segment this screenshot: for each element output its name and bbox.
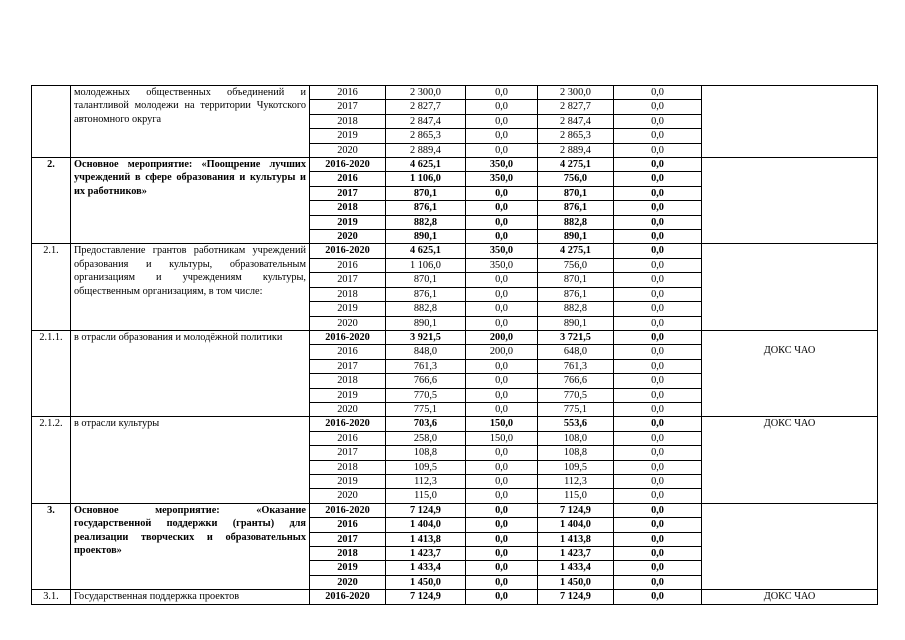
total-cell: 1 413,8	[386, 532, 466, 546]
table-row	[32, 86, 878, 100]
district-budget-cell: 2 847,4	[538, 114, 614, 128]
district-budget-cell: 766,6	[538, 374, 614, 388]
table-row	[32, 590, 878, 604]
year-cell: 2016-2020	[310, 417, 386, 431]
district-budget-cell: 2 865,3	[538, 129, 614, 143]
district-budget-cell: 1 450,0	[538, 575, 614, 589]
other-sources-cell: 0,0	[614, 489, 702, 503]
federal-budget-cell: 0,0	[466, 230, 538, 244]
federal-budget-cell: 0,0	[466, 489, 538, 503]
district-budget-cell: 108,8	[538, 446, 614, 460]
executor-cell	[702, 244, 878, 330]
item-name: Основное мероприятие: «Поощрение лучших учреждений в сфере образования и культуры и их работников»	[71, 158, 310, 244]
district-budget-cell: 1 423,7	[538, 547, 614, 561]
federal-budget-cell: 0,0	[466, 273, 538, 287]
other-sources-cell: 0,0	[614, 287, 702, 301]
year-cell: 2020	[310, 489, 386, 503]
federal-budget-cell: 0,0	[466, 186, 538, 200]
federal-budget-cell: 0,0	[466, 532, 538, 546]
federal-budget-cell: 0,0	[466, 460, 538, 474]
district-budget-cell: 1 413,8	[538, 532, 614, 546]
table-row	[32, 158, 878, 172]
district-budget-cell: 1 404,0	[538, 518, 614, 532]
item-name: Основное мероприятие: «Оказание государственной поддержки (гранты) для реализации творческих и образовательных проектов»	[71, 503, 310, 589]
year-cell: 2020	[310, 230, 386, 244]
federal-budget-cell: 0,0	[466, 575, 538, 589]
total-cell: 1 106,0	[386, 258, 466, 272]
total-cell: 1 433,4	[386, 561, 466, 575]
district-budget-cell: 870,1	[538, 186, 614, 200]
total-cell: 4 625,1	[386, 244, 466, 258]
district-budget-cell: 770,5	[538, 388, 614, 402]
total-cell: 1 404,0	[386, 518, 466, 532]
district-budget-cell: 2 889,4	[538, 143, 614, 157]
item-name: Государственная поддержка проектов	[71, 590, 310, 604]
total-cell: 7 124,9	[386, 590, 466, 604]
federal-budget-cell: 0,0	[466, 114, 538, 128]
year-cell: 2016	[310, 86, 386, 100]
federal-budget-cell: 0,0	[466, 388, 538, 402]
other-sources-cell: 0,0	[614, 302, 702, 316]
year-cell: 2016	[310, 172, 386, 186]
item-number: 2.1.1.	[32, 330, 71, 416]
other-sources-cell: 0,0	[614, 547, 702, 561]
other-sources-cell: 0,0	[614, 86, 702, 100]
district-budget-cell: 756,0	[538, 172, 614, 186]
total-cell: 115,0	[386, 489, 466, 503]
district-budget-cell: 870,1	[538, 273, 614, 287]
other-sources-cell: 0,0	[614, 273, 702, 287]
other-sources-cell: 0,0	[614, 561, 702, 575]
federal-budget-cell: 0,0	[466, 518, 538, 532]
executor-cell: ДОКС ЧАО	[702, 417, 878, 503]
other-sources-cell: 0,0	[614, 143, 702, 157]
item-number: 2.	[32, 158, 71, 244]
district-budget-cell: 648,0	[538, 345, 614, 359]
total-cell: 4 625,1	[386, 158, 466, 172]
executor-cell: ДОКС ЧАО	[702, 590, 878, 604]
year-cell: 2016-2020	[310, 503, 386, 517]
other-sources-cell: 0,0	[614, 374, 702, 388]
total-cell: 2 865,3	[386, 129, 466, 143]
federal-budget-cell: 0,0	[466, 561, 538, 575]
other-sources-cell: 0,0	[614, 316, 702, 330]
federal-budget-cell: 0,0	[466, 590, 538, 604]
year-cell: 2016-2020	[310, 330, 386, 344]
year-cell: 2017	[310, 446, 386, 460]
year-cell: 2017	[310, 532, 386, 546]
total-cell: 876,1	[386, 287, 466, 301]
total-cell: 890,1	[386, 316, 466, 330]
total-cell: 2 827,7	[386, 100, 466, 114]
federal-budget-cell: 350,0	[466, 158, 538, 172]
district-budget-cell: 1 433,4	[538, 561, 614, 575]
total-cell: 882,8	[386, 302, 466, 316]
district-budget-cell: 115,0	[538, 489, 614, 503]
district-budget-cell: 882,8	[538, 215, 614, 229]
item-number	[32, 86, 71, 158]
district-budget-cell: 2 300,0	[538, 86, 614, 100]
total-cell: 112,3	[386, 474, 466, 488]
total-cell: 3 921,5	[386, 330, 466, 344]
total-cell: 108,8	[386, 446, 466, 460]
year-cell: 2019	[310, 129, 386, 143]
item-name: в отрасли образования и молодёжной политики	[71, 330, 310, 416]
total-cell: 703,6	[386, 417, 466, 431]
total-cell: 890,1	[386, 230, 466, 244]
item-number: 3.	[32, 503, 71, 589]
district-budget-cell: 4 275,1	[538, 158, 614, 172]
federal-budget-cell: 0,0	[466, 547, 538, 561]
total-cell: 766,6	[386, 374, 466, 388]
district-budget-cell: 756,0	[538, 258, 614, 272]
year-cell: 2018	[310, 287, 386, 301]
year-cell: 2016	[310, 431, 386, 445]
total-cell: 1 423,7	[386, 547, 466, 561]
other-sources-cell: 0,0	[614, 446, 702, 460]
total-cell: 848,0	[386, 345, 466, 359]
other-sources-cell: 0,0	[614, 172, 702, 186]
total-cell: 7 124,9	[386, 503, 466, 517]
district-budget-cell: 4 275,1	[538, 244, 614, 258]
other-sources-cell: 0,0	[614, 230, 702, 244]
federal-budget-cell: 350,0	[466, 258, 538, 272]
federal-budget-cell: 0,0	[466, 129, 538, 143]
federal-budget-cell: 0,0	[466, 503, 538, 517]
year-cell: 2018	[310, 201, 386, 215]
federal-budget-cell: 150,0	[466, 417, 538, 431]
year-cell: 2020	[310, 143, 386, 157]
other-sources-cell: 0,0	[614, 158, 702, 172]
table-body	[32, 86, 878, 605]
federal-budget-cell: 150,0	[466, 431, 538, 445]
other-sources-cell: 0,0	[614, 258, 702, 272]
table-row	[32, 417, 878, 431]
federal-budget-cell: 0,0	[466, 201, 538, 215]
year-cell: 2019	[310, 388, 386, 402]
federal-budget-cell: 200,0	[466, 330, 538, 344]
district-budget-cell: 3 721,5	[538, 330, 614, 344]
other-sources-cell: 0,0	[614, 201, 702, 215]
federal-budget-cell: 0,0	[466, 143, 538, 157]
item-name: в отрасли культуры	[71, 417, 310, 503]
federal-budget-cell: 0,0	[466, 86, 538, 100]
total-cell: 775,1	[386, 402, 466, 416]
other-sources-cell: 0,0	[614, 417, 702, 431]
other-sources-cell: 0,0	[614, 388, 702, 402]
year-cell: 2017	[310, 186, 386, 200]
other-sources-cell: 0,0	[614, 503, 702, 517]
federal-budget-cell: 0,0	[466, 474, 538, 488]
item-name: молодежных общественных объединений и талантливой молодежи на территории Чукотского автономного округа	[71, 86, 310, 158]
executor-cell	[702, 503, 878, 589]
total-cell: 882,8	[386, 215, 466, 229]
other-sources-cell: 0,0	[614, 129, 702, 143]
executor-cell	[702, 86, 878, 158]
district-budget-cell: 890,1	[538, 230, 614, 244]
total-cell: 258,0	[386, 431, 466, 445]
table-row	[32, 330, 878, 344]
total-cell: 2 847,4	[386, 114, 466, 128]
federal-budget-cell: 0,0	[466, 316, 538, 330]
year-cell: 2019	[310, 474, 386, 488]
year-cell: 2016	[310, 258, 386, 272]
item-name: Предоставление грантов работникам учреждений образования и культуры, образовательным организациям и учреждениям культуры, общественным организациям, в том числе:	[71, 244, 310, 330]
district-budget-cell: 876,1	[538, 201, 614, 215]
other-sources-cell: 0,0	[614, 114, 702, 128]
year-cell: 2018	[310, 547, 386, 561]
other-sources-cell: 0,0	[614, 532, 702, 546]
district-budget-cell: 876,1	[538, 287, 614, 301]
district-budget-cell: 882,8	[538, 302, 614, 316]
district-budget-cell: 553,6	[538, 417, 614, 431]
total-cell: 2 889,4	[386, 143, 466, 157]
item-number: 2.1.2.	[32, 417, 71, 503]
district-budget-cell: 109,5	[538, 460, 614, 474]
year-cell: 2019	[310, 561, 386, 575]
federal-budget-cell: 0,0	[466, 402, 538, 416]
other-sources-cell: 0,0	[614, 359, 702, 373]
other-sources-cell: 0,0	[614, 100, 702, 114]
table-row	[32, 244, 878, 258]
year-cell: 2019	[310, 215, 386, 229]
total-cell: 109,5	[386, 460, 466, 474]
district-budget-cell: 7 124,9	[538, 590, 614, 604]
total-cell: 870,1	[386, 186, 466, 200]
item-number: 2.1.	[32, 244, 71, 330]
district-budget-cell: 112,3	[538, 474, 614, 488]
year-cell: 2016	[310, 518, 386, 532]
federal-budget-cell: 0,0	[466, 302, 538, 316]
federal-budget-cell: 200,0	[466, 345, 538, 359]
year-cell: 2016	[310, 345, 386, 359]
district-budget-cell: 2 827,7	[538, 100, 614, 114]
district-budget-cell: 7 124,9	[538, 503, 614, 517]
other-sources-cell: 0,0	[614, 460, 702, 474]
other-sources-cell: 0,0	[614, 215, 702, 229]
table-row	[32, 503, 878, 517]
year-cell: 2017	[310, 359, 386, 373]
other-sources-cell: 0,0	[614, 518, 702, 532]
other-sources-cell: 0,0	[614, 431, 702, 445]
other-sources-cell: 0,0	[614, 330, 702, 344]
year-cell: 2016-2020	[310, 158, 386, 172]
federal-budget-cell: 0,0	[466, 215, 538, 229]
total-cell: 770,5	[386, 388, 466, 402]
executor-cell: ДОКС ЧАО	[702, 330, 878, 416]
total-cell: 761,3	[386, 359, 466, 373]
other-sources-cell: 0,0	[614, 590, 702, 604]
total-cell: 1 106,0	[386, 172, 466, 186]
year-cell: 2018	[310, 374, 386, 388]
federal-budget-cell: 0,0	[466, 359, 538, 373]
other-sources-cell: 0,0	[614, 186, 702, 200]
year-cell: 2020	[310, 575, 386, 589]
item-number: 3.1.	[32, 590, 71, 604]
year-cell: 2020	[310, 402, 386, 416]
federal-budget-cell: 0,0	[466, 374, 538, 388]
executor-cell	[702, 158, 878, 244]
year-cell: 2020	[310, 316, 386, 330]
other-sources-cell: 0,0	[614, 474, 702, 488]
total-cell: 870,1	[386, 273, 466, 287]
other-sources-cell: 0,0	[614, 345, 702, 359]
year-cell: 2018	[310, 460, 386, 474]
district-budget-cell: 761,3	[538, 359, 614, 373]
total-cell: 2 300,0	[386, 86, 466, 100]
year-cell: 2019	[310, 302, 386, 316]
year-cell: 2016-2020	[310, 244, 386, 258]
year-cell: 2018	[310, 114, 386, 128]
federal-budget-cell: 0,0	[466, 446, 538, 460]
year-cell: 2017	[310, 273, 386, 287]
other-sources-cell: 0,0	[614, 575, 702, 589]
district-budget-cell: 108,0	[538, 431, 614, 445]
year-cell: 2016-2020	[310, 590, 386, 604]
federal-budget-cell: 350,0	[466, 244, 538, 258]
other-sources-cell: 0,0	[614, 402, 702, 416]
funding-table	[31, 85, 878, 605]
total-cell: 1 450,0	[386, 575, 466, 589]
total-cell: 876,1	[386, 201, 466, 215]
district-budget-cell: 775,1	[538, 402, 614, 416]
other-sources-cell: 0,0	[614, 244, 702, 258]
federal-budget-cell: 0,0	[466, 287, 538, 301]
year-cell: 2017	[310, 100, 386, 114]
district-budget-cell: 890,1	[538, 316, 614, 330]
federal-budget-cell: 350,0	[466, 172, 538, 186]
federal-budget-cell: 0,0	[466, 100, 538, 114]
